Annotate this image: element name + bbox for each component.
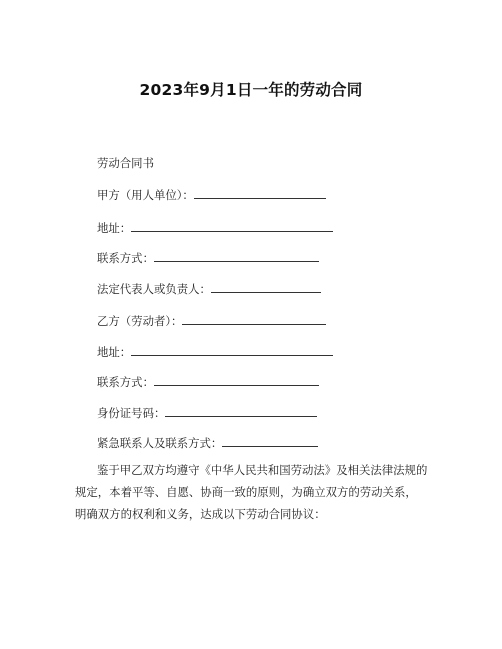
emergency-contact-field [97,434,318,451]
party-b-address-label: 地址： [97,345,132,359]
party-b-label: 乙方（劳动者）： [97,314,183,328]
party-a-address-blank [131,219,333,232]
emergency-contact-label: 紧急联系人及联系方式： [97,436,223,450]
intro-paragraph [75,459,435,525]
party-a-contact-label: 联系方式： [97,251,154,265]
id-number-label: 身份证号码： [97,406,166,420]
party-b-contact-blank [154,373,319,386]
contract-heading: 劳动合同书 [97,156,154,170]
document-title: 2023年9月1日一年的劳动合同 [139,81,363,99]
party-b-address-blank [131,343,333,356]
party-a-field [97,186,326,203]
party-a-address-field [97,219,333,236]
party-a-blank [194,186,326,199]
intro-line-3: 明确双方的权利和义务，达成以下劳动合同协议： [75,507,326,521]
party-a-address-label: 地址： [97,221,132,235]
party-b-contact-field [97,373,319,390]
party-a-contact-field [97,249,319,266]
party-b-field [97,312,326,329]
party-a-label: 甲方（用人单位）： [97,188,194,202]
legal-rep-label: 法定代表人或负责人： [97,282,211,296]
emergency-contact-blank [222,434,318,447]
intro-line-1: 鉴于甲乙双方均遵守《中华人民共和国劳动法》及相关法律法规的 [97,463,428,477]
id-number-blank [165,404,317,417]
id-number-field [97,404,317,421]
legal-rep-field [97,280,321,297]
party-b-blank [182,312,326,325]
intro-line-2: 规定，本着平等、自愿、协商一致的原则，为确立双方的劳动关系， [75,485,417,499]
party-b-address-field [97,343,333,360]
party-b-contact-label: 联系方式： [97,375,154,389]
legal-rep-blank [211,280,321,293]
party-a-contact-blank [154,249,319,262]
